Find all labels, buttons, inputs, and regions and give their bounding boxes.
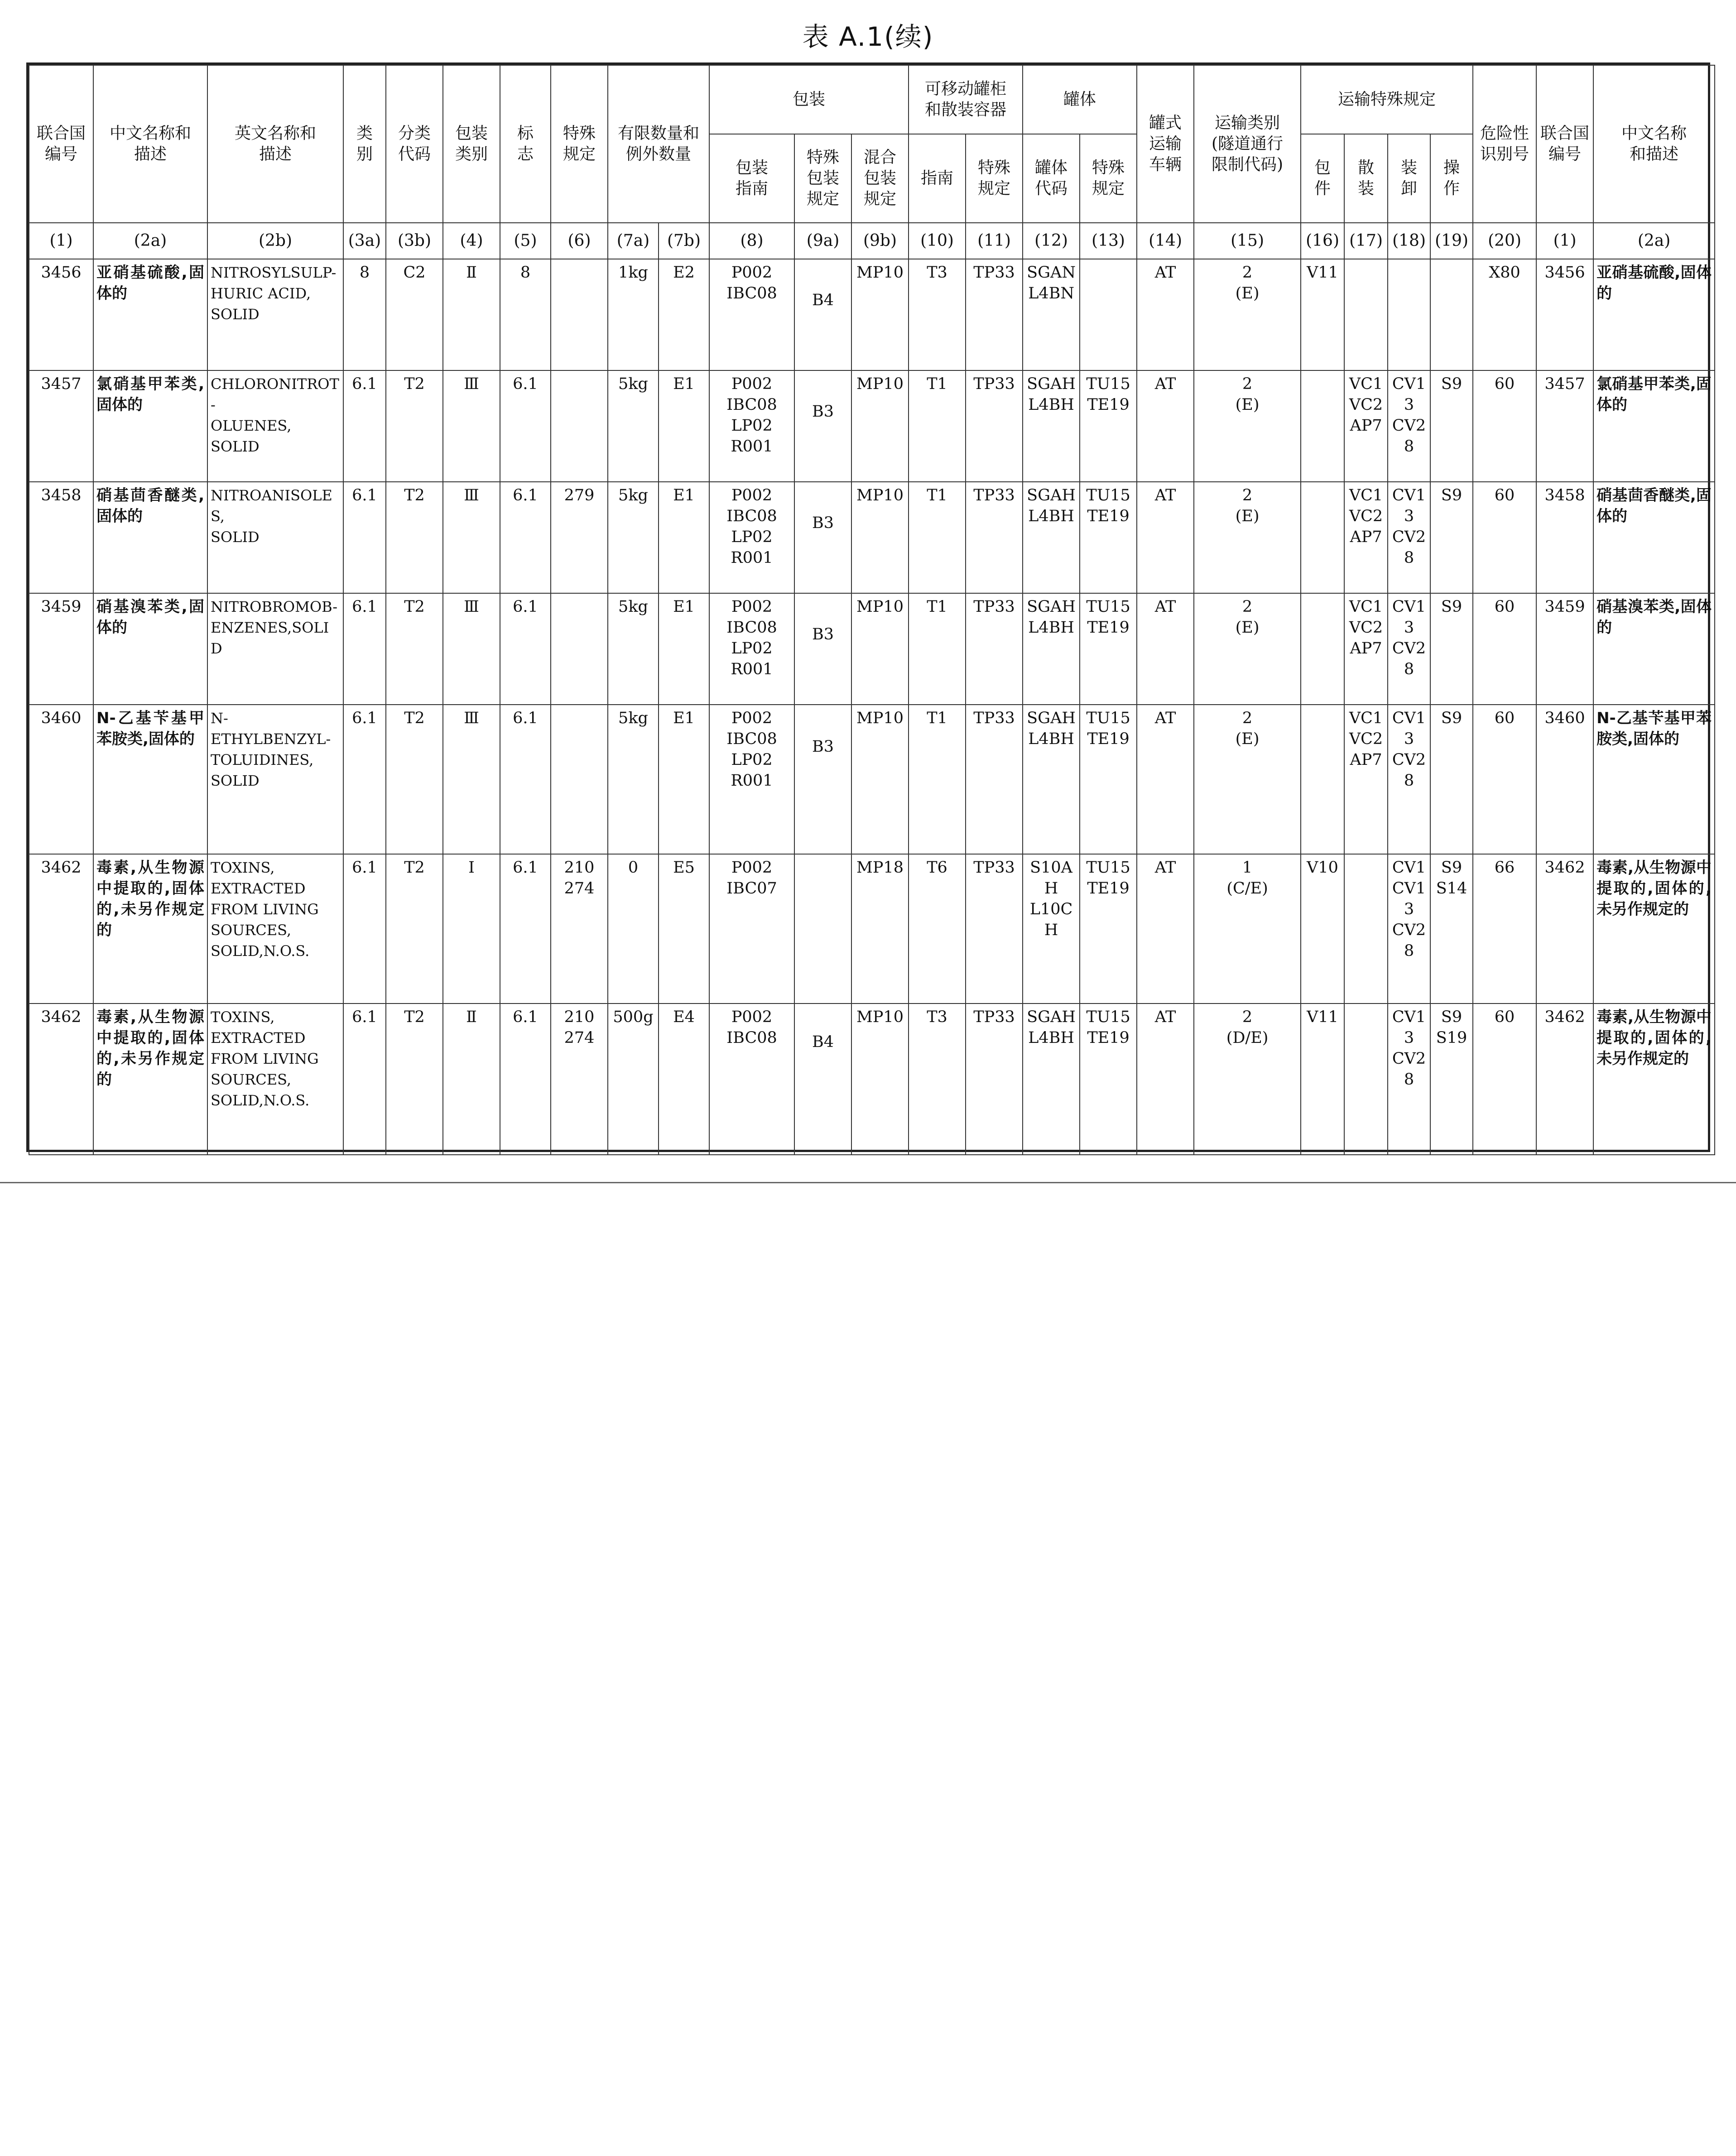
header-pt-instructions: 指南 — [909, 134, 966, 223]
cell-tank-vehicle: AT — [1137, 482, 1194, 593]
cell-class-code: T2 — [386, 370, 443, 482]
cell-tank-vehicle: AT — [1137, 1004, 1194, 1155]
cell-name-zh: 毒素,从生物源中提取的,固体的,未另作规定的 — [93, 1004, 207, 1155]
cell-tank-code: SGAH L4BH — [1023, 482, 1080, 593]
cell-special-packing: B3 — [794, 482, 851, 593]
cell-name-zh: 硝基茴香醚类,固体的 — [93, 482, 207, 593]
header-labels: 标 志 — [500, 65, 551, 223]
header-class: 类 别 — [343, 65, 386, 223]
header-ts-operation: 操 作 — [1430, 134, 1473, 223]
cell-special-provisions — [551, 370, 608, 482]
colnum-17: (17) — [1344, 223, 1388, 259]
cell-packaging-instructions: P002 IBC08 LP02 R001 — [709, 482, 794, 593]
cell-name-zh-2: 毒素,从生物源中提取的,固体的,未另作规定的 — [1593, 854, 1715, 1004]
cell-limited-quantity: 0 — [608, 854, 659, 1004]
cell-class-code: T2 — [386, 705, 443, 854]
header-transport-category: 运输类别 (隧道通行 限制代码) — [1194, 65, 1301, 223]
colnum-3b: (3b) — [386, 223, 443, 259]
cell-special-packing — [794, 854, 851, 1004]
colnum-9a: (9a) — [794, 223, 851, 259]
cell-packing-group: Ⅲ — [443, 482, 500, 593]
cell-hazard-id: 60 — [1473, 1004, 1536, 1155]
colnum-3a: (3a) — [343, 223, 386, 259]
cell-ts-packages — [1301, 370, 1344, 482]
header-hazard-id: 危险性 识别号 — [1473, 65, 1536, 223]
cell-class: 6.1 — [343, 854, 386, 1004]
table-row — [29, 1004, 1715, 1155]
cell-pt-instructions: T3 — [909, 259, 966, 370]
cell-tank-vehicle: AT — [1137, 259, 1194, 370]
cell-pt-instructions: T1 — [909, 593, 966, 705]
cell-hazard-id: 60 — [1473, 482, 1536, 593]
cell-name-zh: 亚硝基硫酸,固体的 — [93, 259, 207, 370]
header-tank-vehicle: 罐式 运输 车辆 — [1137, 65, 1194, 223]
cell-tank-vehicle: AT — [1137, 593, 1194, 705]
colnum-12: (12) — [1023, 223, 1080, 259]
cell-hazard-id: 60 — [1473, 593, 1536, 705]
cell-mixed-packing: MP10 — [851, 482, 909, 593]
cell-class-code: T2 — [386, 854, 443, 1004]
cell-pt-special: TP33 — [966, 705, 1023, 854]
cell-labels: 6.1 — [500, 854, 551, 1004]
cell-mixed-packing: MP10 — [851, 1004, 909, 1155]
cell-name-zh-2: 氯硝基甲苯类,固体的 — [1593, 370, 1715, 482]
cell-pt-instructions: T1 — [909, 482, 966, 593]
colnum-16: (16) — [1301, 223, 1344, 259]
colnum-8: (8) — [709, 223, 794, 259]
header-limited-excepted: 有限数量和 例外数量 — [608, 65, 709, 223]
cell-un-no: 3457 — [29, 370, 93, 482]
table-title: 表 A.1(续) — [802, 21, 934, 52]
cell-ts-bulk: VC1 VC2 AP7 — [1344, 370, 1388, 482]
cell-pt-instructions: T1 — [909, 705, 966, 854]
table-row — [29, 705, 1715, 854]
cell-name-zh-2: 硝基溴苯类,固体的 — [1593, 593, 1715, 705]
cell-tank-code: S10AH L10CH — [1023, 854, 1080, 1004]
cell-excepted-quantity: E2 — [659, 259, 709, 370]
cell-mixed-packing: MP10 — [851, 705, 909, 854]
cell-labels: 6.1 — [500, 705, 551, 854]
cell-pt-instructions: T1 — [909, 370, 966, 482]
cell-packing-group: Ⅱ — [443, 1004, 500, 1155]
cell-tank-vehicle: AT — [1137, 854, 1194, 1004]
cell-un-no-2: 3457 — [1536, 370, 1593, 482]
cell-tank-code: SGAN L4BN — [1023, 259, 1080, 370]
cell-limited-quantity: 5kg — [608, 482, 659, 593]
colnum-15: (15) — [1194, 223, 1301, 259]
cell-un-no: 3460 — [29, 705, 93, 854]
colnum-9b: (9b) — [851, 223, 909, 259]
header-name-en: 英文名称和 描述 — [207, 65, 343, 223]
cell-un-no-2: 3460 — [1536, 705, 1593, 854]
cell-transport-category: 2 (E) — [1194, 705, 1301, 854]
cell-pt-special: TP33 — [966, 854, 1023, 1004]
cell-packaging-instructions: P002 IBC08 — [709, 1004, 794, 1155]
cell-un-no-2: 3458 — [1536, 482, 1593, 593]
cell-limited-quantity: 500g — [608, 1004, 659, 1155]
cell-tank-special — [1080, 259, 1137, 370]
cell-tank-special: TU15 TE19 — [1080, 370, 1137, 482]
cell-pt-instructions: T3 — [909, 1004, 966, 1155]
cell-hazard-id: 66 — [1473, 854, 1536, 1004]
cell-special-provisions: 210 274 — [551, 854, 608, 1004]
cell-special-packing: B4 — [794, 259, 851, 370]
colnum-10: (10) — [909, 223, 966, 259]
cell-tank-vehicle: AT — [1137, 370, 1194, 482]
cell-name-en: NITROBROMOB- ENZENES,SOLID — [207, 593, 343, 705]
cell-excepted-quantity: E1 — [659, 593, 709, 705]
cell-limited-quantity: 5kg — [608, 370, 659, 482]
cell-packaging-instructions: P002 IBC08 LP02 R001 — [709, 370, 794, 482]
cell-mixed-packing: MP10 — [851, 593, 909, 705]
cell-hazard-id: 60 — [1473, 705, 1536, 854]
header-special-packing: 特殊 包装 规定 — [794, 134, 851, 223]
cell-un-no: 3462 — [29, 1004, 93, 1155]
cell-transport-category: 2 (D/E) — [1194, 1004, 1301, 1155]
cell-labels: 6.1 — [500, 482, 551, 593]
cell-class: 6.1 — [343, 593, 386, 705]
cell-ts-operation: S9 — [1430, 593, 1473, 705]
colnum-20: (20) — [1473, 223, 1536, 259]
cell-packaging-instructions: P002 IBC08 LP02 R001 — [709, 593, 794, 705]
header-tanks: 罐体 — [1023, 65, 1137, 134]
cell-transport-category: 1 (C/E) — [1194, 854, 1301, 1004]
cell-pt-special: TP33 — [966, 482, 1023, 593]
colnum-7a: (7a) — [608, 223, 659, 259]
cell-name-en: NITROSYLSULP- HURIC ACID, SOLID — [207, 259, 343, 370]
cell-name-zh: 氯硝基甲苯类,固体的 — [93, 370, 207, 482]
cell-ts-operation: S9 — [1430, 482, 1473, 593]
cell-un-no: 3459 — [29, 593, 93, 705]
cell-labels: 6.1 — [500, 370, 551, 482]
header-un-no-2: 联合国 编号 — [1536, 65, 1593, 223]
cell-special-packing: B3 — [794, 370, 851, 482]
cell-un-no: 3458 — [29, 482, 93, 593]
header-ts-packages: 包 件 — [1301, 134, 1344, 223]
cell-ts-loading: CV13 CV28 — [1388, 370, 1430, 482]
cell-name-zh: 毒素,从生物源中提取的,固体的,未另作规定的 — [93, 854, 207, 1004]
cell-pt-special: TP33 — [966, 370, 1023, 482]
cell-un-no-2: 3459 — [1536, 593, 1593, 705]
cell-name-zh: N-乙基苄基甲苯胺类,固体的 — [93, 705, 207, 854]
cell-tank-vehicle: AT — [1137, 705, 1194, 854]
cell-limited-quantity: 5kg — [608, 705, 659, 854]
cell-ts-bulk — [1344, 854, 1388, 1004]
cell-hazard-id: 60 — [1473, 370, 1536, 482]
cell-tank-special: TU15 TE19 — [1080, 482, 1137, 593]
cell-excepted-quantity: E1 — [659, 370, 709, 482]
cell-special-provisions: 210 274 — [551, 1004, 608, 1155]
cell-ts-loading: CV13 CV28 — [1388, 593, 1430, 705]
header-pt-special: 特殊 规定 — [966, 134, 1023, 223]
cell-tank-code: SGAH L4BH — [1023, 593, 1080, 705]
cell-packing-group: Ⅲ — [443, 705, 500, 854]
cell-pt-instructions: T6 — [909, 854, 966, 1004]
cell-class-code: T2 — [386, 482, 443, 593]
header-un-no: 联合国 编号 — [29, 65, 93, 223]
cell-transport-category: 2 (E) — [1194, 593, 1301, 705]
header-special-provisions: 特殊 规定 — [551, 65, 608, 223]
cell-ts-packages: V11 — [1301, 259, 1344, 370]
cell-class: 6.1 — [343, 370, 386, 482]
cell-tank-code: SGAH L4BH — [1023, 1004, 1080, 1155]
header-packaging: 包装 — [709, 65, 909, 134]
cell-special-packing: B3 — [794, 593, 851, 705]
cell-ts-operation: S9 S14 — [1430, 854, 1473, 1004]
cell-packing-group: Ⅲ — [443, 370, 500, 482]
header-name-zh-2: 中文名称 和描述 — [1593, 65, 1715, 223]
cell-limited-quantity: 1kg — [608, 259, 659, 370]
cell-un-no-2: 3456 — [1536, 259, 1593, 370]
cell-name-en: TOXINS, EXTRACTED FROM LIVING SOURCES, SOLID,N.O.S. — [207, 854, 343, 1004]
cell-labels: 6.1 — [500, 1004, 551, 1155]
header-ts-bulk: 散 装 — [1344, 134, 1388, 223]
cell-name-zh-2: 毒素,从生物源中提取的,固体的,未另作规定的 — [1593, 1004, 1715, 1155]
cell-ts-bulk: VC1 VC2 AP7 — [1344, 593, 1388, 705]
cell-un-no-2: 3462 — [1536, 854, 1593, 1004]
cell-class-code: T2 — [386, 1004, 443, 1155]
page-divider — [0, 1182, 1736, 1183]
cell-un-no: 3462 — [29, 854, 93, 1004]
table-row — [29, 370, 1715, 482]
colnum-2a-repeat: (2a) — [1593, 223, 1715, 259]
cell-class: 6.1 — [343, 482, 386, 593]
cell-ts-bulk: VC1 VC2 AP7 — [1344, 705, 1388, 854]
cell-special-packing: B4 — [794, 1004, 851, 1155]
header-portable-tanks: 可移动罐柜 和散装容器 — [909, 65, 1023, 134]
table — [29, 65, 1715, 1155]
cell-ts-bulk: VC1 VC2 AP7 — [1344, 482, 1388, 593]
cell-ts-packages: V11 — [1301, 1004, 1344, 1155]
colnum-19: (19) — [1430, 223, 1473, 259]
cell-name-zh: 硝基溴苯类,固体的 — [93, 593, 207, 705]
cell-ts-operation — [1430, 259, 1473, 370]
cell-un-no: 3456 — [29, 259, 93, 370]
cell-ts-packages — [1301, 482, 1344, 593]
cell-class-code: T2 — [386, 593, 443, 705]
cell-ts-loading: CV13 CV28 — [1388, 482, 1430, 593]
colnum-11: (11) — [966, 223, 1023, 259]
cell-excepted-quantity: E4 — [659, 1004, 709, 1155]
cell-packaging-instructions: P002 IBC08 LP02 R001 — [709, 705, 794, 854]
cell-ts-operation: S9 — [1430, 705, 1473, 854]
cell-packaging-instructions: P002 IBC07 — [709, 854, 794, 1004]
cell-pt-special: TP33 — [966, 593, 1023, 705]
cell-packing-group: Ⅲ — [443, 593, 500, 705]
cell-class-code: C2 — [386, 259, 443, 370]
header-transport-special: 运输特殊规定 — [1301, 65, 1473, 134]
cell-special-provisions: 279 — [551, 482, 608, 593]
cell-pt-special: TP33 — [966, 259, 1023, 370]
header-packing-group: 包装 类别 — [443, 65, 500, 223]
cell-packaging-instructions: P002 IBC08 — [709, 259, 794, 370]
cell-name-zh-2: N-乙基苄基甲苯胺类,固体的 — [1593, 705, 1715, 854]
cell-tank-special: TU15 TE19 — [1080, 854, 1137, 1004]
cell-name-en: TOXINS, EXTRACTED FROM LIVING SOURCES, SOLID,N.O.S. — [207, 1004, 343, 1155]
cell-pt-special: TP33 — [966, 1004, 1023, 1155]
cell-special-packing: B3 — [794, 705, 851, 854]
colnum-4: (4) — [443, 223, 500, 259]
cell-excepted-quantity: E1 — [659, 705, 709, 854]
colnum-13: (13) — [1080, 223, 1137, 259]
header-name-zh: 中文名称和 描述 — [93, 65, 207, 223]
cell-ts-loading: CV13 CV28 — [1388, 1004, 1430, 1155]
cell-class: 6.1 — [343, 1004, 386, 1155]
cell-tank-code: SGAH L4BH — [1023, 370, 1080, 482]
table-row — [29, 259, 1715, 370]
colnum-2b: (2b) — [207, 223, 343, 259]
cell-ts-loading — [1388, 259, 1430, 370]
cell-transport-category: 2 (E) — [1194, 370, 1301, 482]
colnum-1-repeat: (1) — [1536, 223, 1593, 259]
cell-excepted-quantity: E5 — [659, 854, 709, 1004]
cell-ts-operation: S9 S19 — [1430, 1004, 1473, 1155]
cell-ts-loading: CV1 CV13 CV28 — [1388, 854, 1430, 1004]
dangerous-goods-table — [26, 62, 1710, 1152]
cell-ts-bulk — [1344, 259, 1388, 370]
cell-labels: 8 — [500, 259, 551, 370]
header-ts-loading: 装 卸 — [1388, 134, 1430, 223]
colnum-5: (5) — [500, 223, 551, 259]
cell-name-en: CHLORONITROT- OLUENES, SOLID — [207, 370, 343, 482]
cell-ts-bulk — [1344, 1004, 1388, 1155]
cell-ts-packages — [1301, 593, 1344, 705]
cell-tank-special: TU15 TE19 — [1080, 593, 1137, 705]
header-class-code: 分类 代码 — [386, 65, 443, 223]
cell-un-no-2: 3462 — [1536, 1004, 1593, 1155]
cell-transport-category: 2 (E) — [1194, 259, 1301, 370]
colnum-18: (18) — [1388, 223, 1430, 259]
colnum-7b: (7b) — [659, 223, 709, 259]
cell-limited-quantity: 5kg — [608, 593, 659, 705]
header-packaging-instructions: 包装 指南 — [709, 134, 794, 223]
table-row — [29, 482, 1715, 593]
cell-ts-operation: S9 — [1430, 370, 1473, 482]
cell-packing-group: I — [443, 854, 500, 1004]
cell-transport-category: 2 (E) — [1194, 482, 1301, 593]
cell-excepted-quantity: E1 — [659, 482, 709, 593]
cell-special-provisions — [551, 705, 608, 854]
header-tank-special: 特殊 规定 — [1080, 134, 1137, 223]
cell-name-zh-2: 亚硝基硫酸,固体的 — [1593, 259, 1715, 370]
cell-special-provisions — [551, 259, 608, 370]
colnum-14: (14) — [1137, 223, 1194, 259]
cell-mixed-packing: MP10 — [851, 370, 909, 482]
cell-name-en: N- ETHYLBENZYL- TOLUIDINES, SOLID — [207, 705, 343, 854]
cell-mixed-packing: MP10 — [851, 259, 909, 370]
cell-tank-code: SGAH L4BH — [1023, 705, 1080, 854]
header-mixed-packing: 混合 包装 规定 — [851, 134, 909, 223]
colnum-2a: (2a) — [93, 223, 207, 259]
cell-labels: 6.1 — [500, 593, 551, 705]
cell-name-zh-2: 硝基茴香醚类,固体的 — [1593, 482, 1715, 593]
cell-tank-special: TU15 TE19 — [1080, 1004, 1137, 1155]
cell-ts-packages — [1301, 705, 1344, 854]
cell-hazard-id: X80 — [1473, 259, 1536, 370]
cell-special-provisions — [551, 593, 608, 705]
cell-ts-packages: V10 — [1301, 854, 1344, 1004]
table-row — [29, 854, 1715, 1004]
colnum-6: (6) — [551, 223, 608, 259]
cell-class: 6.1 — [343, 705, 386, 854]
colnum-1: (1) — [29, 223, 93, 259]
cell-class: 8 — [343, 259, 386, 370]
cell-ts-loading: CV13 CV28 — [1388, 705, 1430, 854]
cell-name-en: NITROANISOLES, SOLID — [207, 482, 343, 593]
cell-tank-special: TU15 TE19 — [1080, 705, 1137, 854]
cell-mixed-packing: MP18 — [851, 854, 909, 1004]
header-tank-code: 罐体 代码 — [1023, 134, 1080, 223]
cell-packing-group: Ⅱ — [443, 259, 500, 370]
table-row — [29, 593, 1715, 705]
